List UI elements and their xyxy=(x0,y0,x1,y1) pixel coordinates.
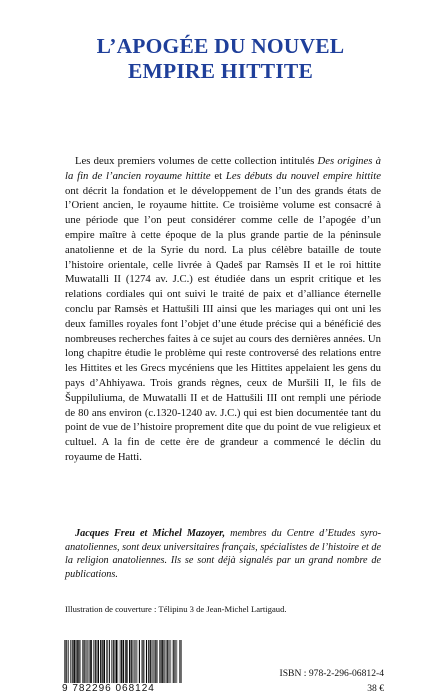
barcode-bar xyxy=(163,640,164,684)
barcode-bar xyxy=(123,640,124,684)
barcode-bar xyxy=(83,640,84,684)
barcode-bar xyxy=(126,640,127,684)
summary-paragraph xyxy=(65,154,381,465)
barcode-bar xyxy=(85,640,86,684)
barcode-bar xyxy=(127,640,128,684)
barcode-bar xyxy=(134,640,135,684)
barcode-bar xyxy=(126,640,127,684)
barcode-bar xyxy=(168,640,169,684)
barcode-bar xyxy=(78,640,79,684)
barcode-bar xyxy=(142,640,143,684)
barcode-bar xyxy=(72,640,73,684)
barcode-bar xyxy=(101,640,102,684)
barcode-bar xyxy=(111,640,112,684)
barcode-bar xyxy=(100,640,101,684)
barcode-bar xyxy=(116,640,117,684)
volume-1-title: Des origines à la fin de l’ancien royaume hittite xyxy=(65,155,381,182)
barcode-bar xyxy=(162,640,163,684)
barcode-bar xyxy=(148,640,149,684)
isbn: ISBN : 978-2-296-06812-4 xyxy=(279,668,384,679)
barcode-bar xyxy=(116,640,117,684)
barcode-bar xyxy=(162,640,163,684)
barcode-bar xyxy=(73,640,74,684)
barcode-bar xyxy=(122,640,123,684)
barcode-bar xyxy=(121,640,122,684)
barcode-bar xyxy=(89,640,90,684)
illustration-credit: Illustration de couverture : Télipinu 3 de Jean-Michel Lartigaud. xyxy=(65,604,287,614)
barcode-bar xyxy=(96,640,97,684)
barcode-bar xyxy=(143,640,144,684)
barcode-bar xyxy=(154,640,155,684)
title-line-1: L’APOGÉE DU NOUVEL xyxy=(96,34,345,58)
author-bio xyxy=(65,527,381,581)
barcode-bar xyxy=(155,640,156,684)
barcode-bar xyxy=(95,640,96,684)
barcode-bar xyxy=(164,640,165,684)
barcode-bar xyxy=(121,640,122,684)
barcode-bar xyxy=(82,640,83,684)
barcode-bar xyxy=(65,640,66,684)
barcode-bar xyxy=(131,640,132,684)
barcode-bar xyxy=(115,640,116,684)
barcode-bar xyxy=(137,640,138,684)
barcode-bar xyxy=(171,640,172,684)
book-title xyxy=(0,34,441,84)
barcode-bar xyxy=(84,640,85,684)
title-line-2: EMPIRE HITTITE xyxy=(128,59,313,83)
barcode-bar xyxy=(102,640,103,684)
barcode-bar xyxy=(102,640,103,684)
summary-text-5: ont décrit la fondation et le développement de l’un des grands états de l’Orient ancien, le royaume hittite. Ce troisième volume est consacré à une période que l’on peut considérer comme celle de l’apogée d’un empire maître à cette époque de la plus grande partie de la péninsule anatolienne et de la Syrie du nord. La plus célèbre bataille de toute l’histoire orientale, celle livrée à Qadeš par Ramsès II et le roi hittite Muwatalli II (1274 av. J.C.) est étudiée dans un esprit critique et les relations cordiales qui ont suivi le traité de paix et d’alliance éternelle conclu par Ramsès et Hattušili III ainsi que les mariages qui ont uni les deux familles royales font l’objet d’une étude précise qui a bénéficié des nombreuses recherches faites à ce sujet au cours des dernières années. Un long chapitre étudie le problème qui reste controversé des relations entre les Hittites et les Grecs mycéniens que les Hittites appelaient les gens du pays d’Ahhiyawa. Trois grands règnes, ceux de Muršili II, le fils de Šuppiluliuma, de Muwatalli II et de Hattušili III ont rempli une période de 80 ans environ (c.1320-1240 av. J.C.) qui est bien documentée tant du point de vue de l’histoire proprement dite que du point de vue religieux et cultuel. A la fin de cette ère de grandeur a commencé le déclin du royaume de Hatti. xyxy=(65,184,381,463)
barcode-bar xyxy=(118,640,119,684)
author-description: membres du Centre d’Etudes syro-anatoliennes, sont deux universitaires français, spécialistes de l’histoire et de la religion anatoliennes. Ils se sont déjà signalés par un grand nombre de publications. xyxy=(65,528,381,580)
barcode-bar xyxy=(167,640,168,684)
barcode-bar xyxy=(166,640,167,684)
author-names: Jacques Freu et Michel Mazoyer, xyxy=(75,528,226,539)
barcode-bar xyxy=(156,640,157,684)
summary-text-3: et xyxy=(210,169,226,182)
barcode-bar xyxy=(72,640,73,684)
barcode-bar xyxy=(107,640,108,684)
barcode-bar xyxy=(104,640,105,684)
barcode-bar xyxy=(66,640,67,684)
barcode-bar xyxy=(98,640,99,684)
barcode-bar xyxy=(70,640,71,684)
barcode-bar xyxy=(91,640,92,684)
barcode-bar xyxy=(80,640,81,684)
barcode-bar xyxy=(149,640,150,684)
volume-2-title: Les débuts du nouvel empire hittite xyxy=(225,169,381,182)
barcode-bar xyxy=(113,640,114,684)
barcode-bar xyxy=(76,640,77,684)
barcode-bar xyxy=(131,640,132,684)
barcode-bar xyxy=(169,640,170,684)
barcode-bar xyxy=(86,640,87,684)
barcode-bar xyxy=(159,640,160,684)
barcode-bar xyxy=(146,640,147,684)
barcode-bar xyxy=(157,640,158,684)
barcode-bar xyxy=(109,640,110,684)
barcode-bar xyxy=(161,640,162,684)
barcode-bar xyxy=(125,640,126,684)
barcode-bar xyxy=(173,640,174,684)
barcode-bar xyxy=(174,640,175,684)
barcode-bar xyxy=(139,640,140,684)
barcode-bar xyxy=(98,640,99,684)
barcode-bar xyxy=(106,640,107,684)
barcode-bar xyxy=(175,640,176,684)
barcode-bar xyxy=(180,640,181,684)
barcode-bar xyxy=(160,640,161,684)
barcode-bar xyxy=(146,640,147,684)
barcode-bar xyxy=(97,640,98,684)
barcode-digits: 9 782296 068124 xyxy=(62,683,186,694)
barcode-bar xyxy=(104,640,105,684)
barcode-bar xyxy=(150,640,151,684)
barcode-bar xyxy=(179,640,180,684)
barcode-bar xyxy=(133,640,134,684)
barcode-bar xyxy=(68,640,69,684)
barcode-bar xyxy=(130,640,131,684)
barcode-bar xyxy=(181,640,182,684)
barcode-bar xyxy=(90,640,91,684)
barcode-bar xyxy=(87,640,88,684)
barcode-bar xyxy=(67,640,68,684)
barcode-bar xyxy=(114,640,115,684)
barcode-bar xyxy=(103,640,104,684)
barcode-bar xyxy=(167,640,168,684)
barcode-bar xyxy=(155,640,156,684)
barcode-bar xyxy=(79,640,80,684)
barcode-bar xyxy=(91,640,92,684)
barcode-bar xyxy=(129,640,130,684)
summary-text-1: Les deux premiers volumes de cette collection intitulés xyxy=(75,155,318,167)
barcode-bar xyxy=(75,640,76,684)
barcode-bar xyxy=(113,640,114,684)
barcode-bars xyxy=(64,640,182,684)
barcode-bar xyxy=(95,640,96,684)
barcode-bar xyxy=(74,640,75,684)
barcode-bar xyxy=(74,640,75,684)
barcode-bar xyxy=(132,640,133,684)
barcode-bar xyxy=(64,640,65,684)
barcode-bar xyxy=(120,640,121,684)
barcode-bar xyxy=(109,640,110,684)
barcode-bar xyxy=(142,640,143,684)
barcode-bar xyxy=(139,640,140,684)
barcode-bar xyxy=(78,640,79,684)
barcode-bar xyxy=(173,640,174,684)
price: 38 € xyxy=(367,683,384,694)
barcode-bar xyxy=(77,640,78,684)
barcode-bar xyxy=(177,640,178,684)
barcode-bar xyxy=(124,640,125,684)
barcode-bar xyxy=(151,640,152,684)
barcode-bar xyxy=(153,640,154,684)
barcode-bar xyxy=(150,640,151,684)
barcode-bar xyxy=(93,640,94,684)
barcode-bar xyxy=(136,640,137,684)
barcode-bar xyxy=(144,640,145,684)
barcode-bar xyxy=(90,640,91,684)
